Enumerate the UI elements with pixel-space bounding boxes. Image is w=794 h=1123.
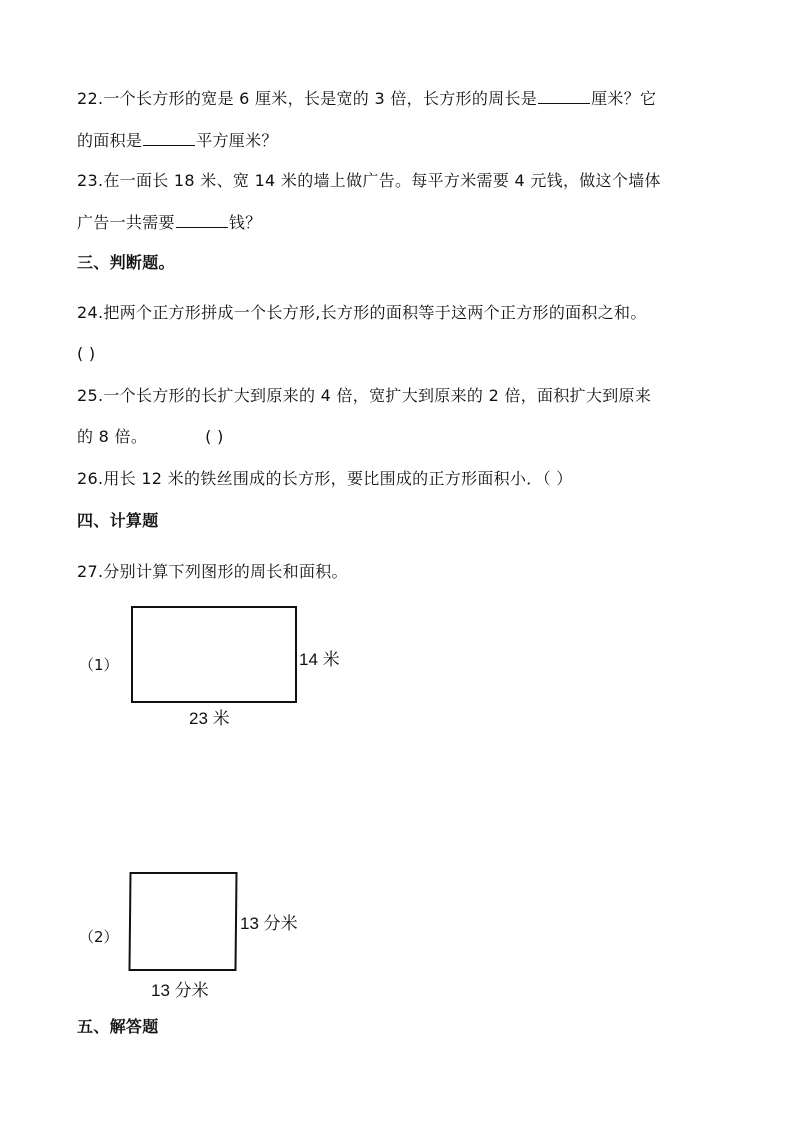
- figure2-height-label: 13 分米: [240, 914, 298, 933]
- q24-line1: 24.把两个正方形拼成一个长方形,长方形的面积等于这两个正方形的面积之和。: [77, 303, 647, 322]
- q24-paren-text: ( ): [77, 344, 96, 363]
- q23-line1: 23.在一面长 18 米、宽 14 米的墙上做广告。每平方米需要 4 元钱，做这个墙体: [77, 171, 661, 190]
- q27-prompt: 27.分别计算下列图形的周长和面积。: [77, 562, 348, 581]
- q24-answer-paren[interactable]: [77, 344, 95, 364]
- figure1-height-label: 14 米: [299, 650, 340, 669]
- figure1-width-label: 23 米: [189, 709, 230, 728]
- q23-text-b: 钱？: [228, 213, 262, 232]
- q22-text-b: 厘米？它: [591, 89, 657, 108]
- q22-line2: [77, 130, 278, 151]
- q26-line1: 26.用长 12 米的铁丝围成的长方形，要比围成的正方形面积小．（ ）: [77, 469, 573, 488]
- q22-text-a: 22.一个长方形的宽是 6 厘米，长是宽的 3 倍，长方形的周长是: [77, 89, 538, 108]
- figure2-width-label: 13 分米: [151, 981, 209, 1000]
- figure1-label: （1）: [79, 656, 119, 674]
- q22-area-blank[interactable]: [143, 130, 195, 146]
- q25-line1: 25.一个长方形的长扩大到原来的 4 倍，宽扩大到原来的 2 倍，面积扩大到原来: [77, 386, 652, 405]
- section5-title: 五、解答题: [77, 1017, 159, 1036]
- figure1-rectangle: [131, 606, 297, 703]
- q22-text-c: 的面积是: [77, 131, 143, 150]
- q25-answer-paren[interactable]: ( ): [205, 427, 224, 446]
- q25-line2: [77, 427, 224, 447]
- q23-line2: [77, 212, 261, 233]
- q25-text: 的 8 倍。: [77, 427, 148, 446]
- q22-line1: [77, 88, 656, 109]
- q22-perimeter-blank[interactable]: [538, 88, 590, 104]
- q23-text-a: 广告一共需要: [77, 213, 175, 232]
- q22-text-d: 平方厘米？: [196, 131, 278, 150]
- figure2-label: （2）: [79, 928, 119, 946]
- figure2-square: [128, 872, 237, 971]
- section4-title: 四、计算题: [77, 511, 159, 530]
- q23-cost-blank[interactable]: [176, 212, 228, 228]
- section3-title: 三、判断题。: [77, 253, 175, 272]
